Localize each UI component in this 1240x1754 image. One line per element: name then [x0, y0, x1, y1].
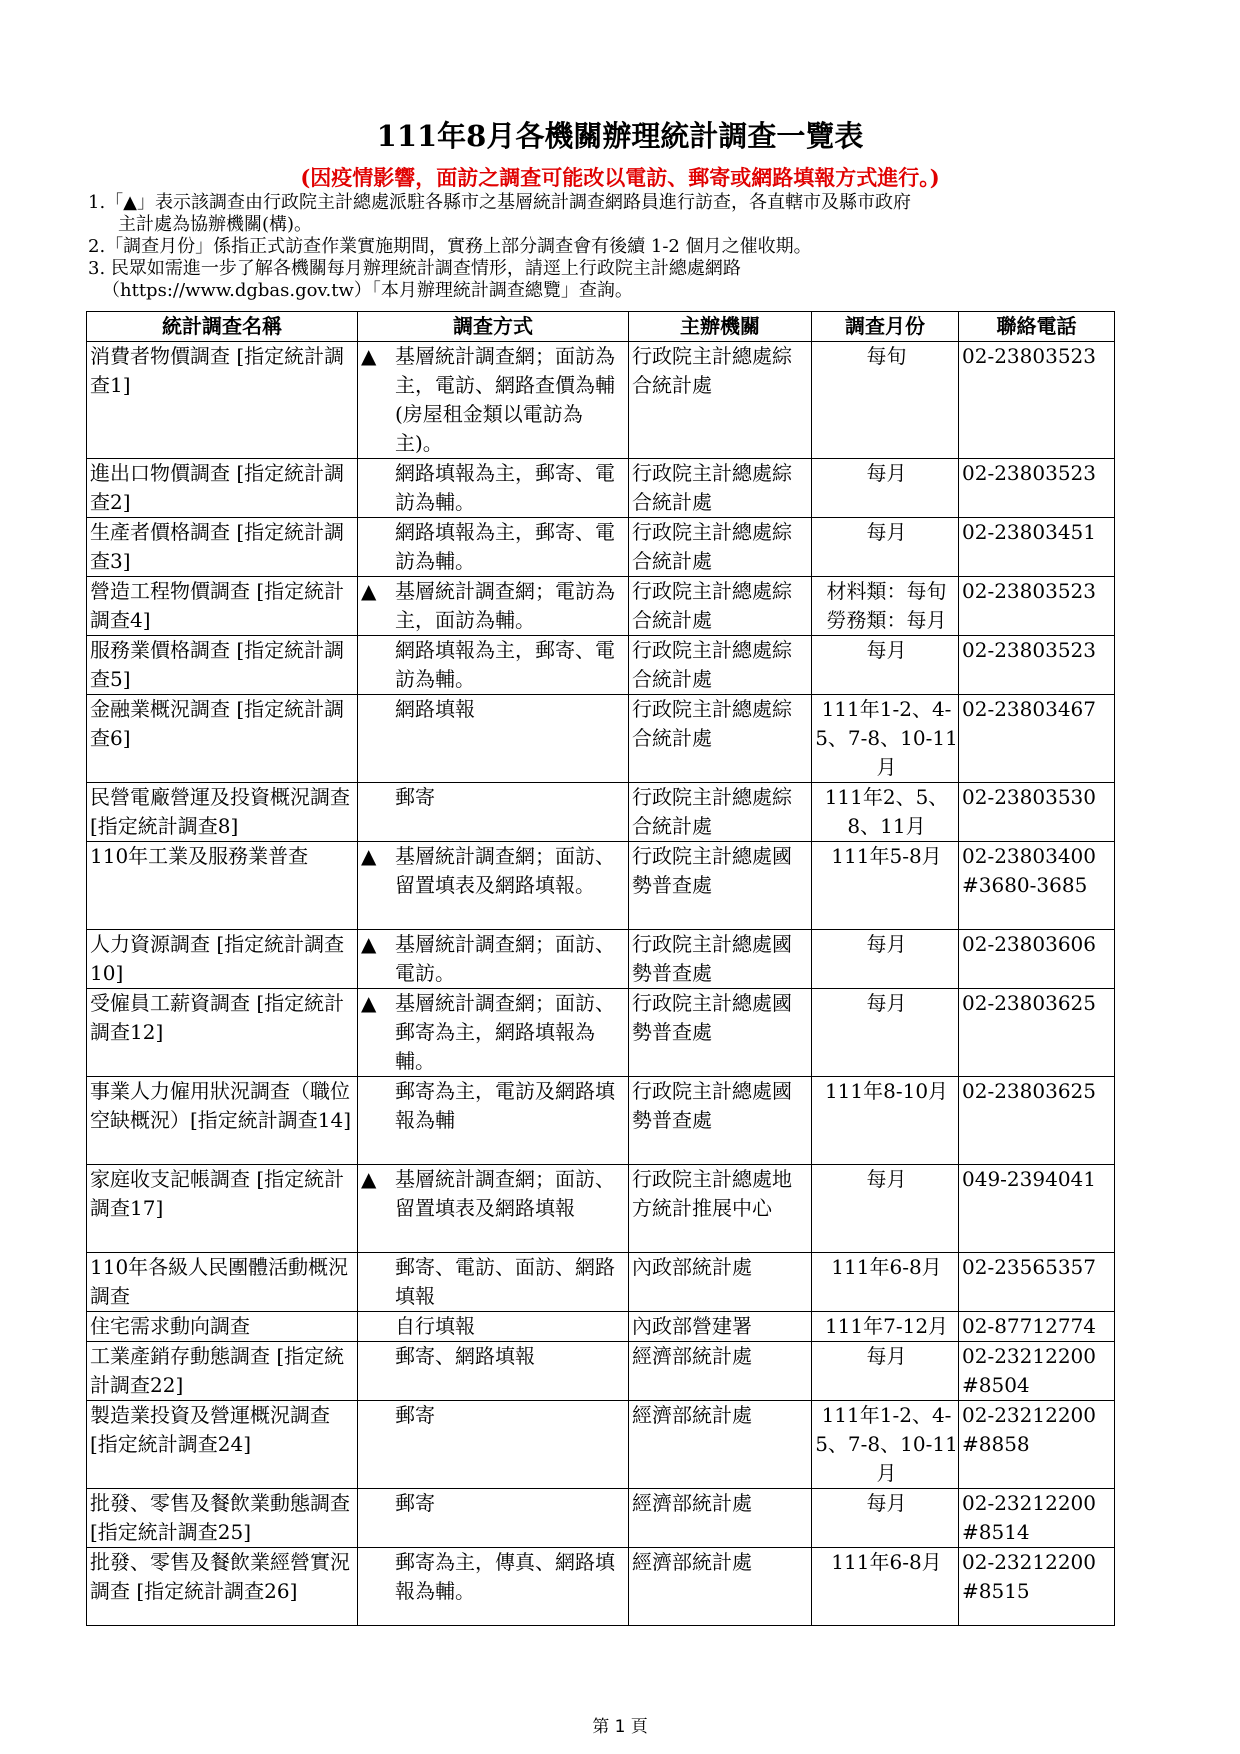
survey-agency-cell: 經濟部統計處: [629, 1401, 812, 1489]
survey-phone-cell: 049-2394041: [959, 1165, 1115, 1253]
survey-agency-cell: 行政院主計總處綜合統計處: [629, 342, 812, 459]
survey-phone-cell: 02-23803625: [959, 989, 1115, 1077]
survey-month-text: 111年1-2、4-5、7-8、10-11月: [815, 1403, 958, 1485]
triangle-marker-icon: ▲: [361, 932, 377, 956]
survey-method-cell: [358, 1312, 629, 1342]
survey-name-cell: 110年工業及服務業普查: [87, 842, 358, 930]
survey-method-cell: [358, 1548, 629, 1626]
table-row: [87, 1401, 1115, 1489]
table-row: [87, 930, 1115, 989]
table-row: [87, 1253, 1115, 1312]
survey-month-text-2: 勞務類：每月: [826, 608, 947, 632]
survey-month-text: 每月: [866, 520, 907, 544]
survey-name-cell: 批發、零售及餐飲業動態調查 [指定統計調查25]: [87, 1489, 358, 1548]
survey-month-text: 每月: [866, 1344, 907, 1368]
survey-method-text: 網路填報: [395, 697, 475, 721]
survey-method-text: 基層統計調查網；面訪、留置填表及網路填報: [395, 1167, 615, 1220]
survey-month-text: 111年6-8月: [831, 1550, 942, 1574]
survey-month-text: 每月: [866, 461, 907, 485]
survey-method-cell: [358, 1165, 629, 1253]
survey-method-text: 郵寄、電訪、面訪、網路填報: [395, 1255, 615, 1308]
survey-method-text: 基層統計調查網；面訪、電訪。: [395, 932, 615, 985]
survey-month-cell: [812, 1342, 959, 1401]
table-row: [87, 989, 1115, 1077]
survey-agency-cell: 經濟部統計處: [629, 1548, 812, 1626]
survey-agency-cell: 經濟部統計處: [629, 1342, 812, 1401]
triangle-marker-icon: [361, 1489, 391, 1518]
survey-method-cell: [358, 989, 629, 1077]
survey-month-cell: [812, 636, 959, 695]
survey-name-cell: 人力資源調查 [指定統計調查10]: [87, 930, 358, 989]
table-row: [87, 636, 1115, 695]
table-row: [87, 1312, 1115, 1342]
survey-method-text: 郵寄為主，電訪及網路填報為輔: [395, 1079, 615, 1132]
survey-month-cell: [812, 1489, 959, 1548]
table-row: [87, 842, 1115, 930]
survey-method-text: 基層統計調查網；電訪為主，面訪為輔。: [395, 579, 615, 632]
survey-month-text: 111年8-10月: [824, 1079, 949, 1103]
survey-method-cell: [358, 1401, 629, 1489]
survey-name-cell: 進出口物價調查 [指定統計調查2]: [87, 459, 358, 518]
survey-phone-cell: 02-23212200 #8858: [959, 1401, 1115, 1489]
table-row: [87, 1077, 1115, 1165]
survey-month-cell: [812, 1077, 959, 1165]
survey-name-cell: 生產者價格調查 [指定統計調查3]: [87, 518, 358, 577]
survey-month-cell: [812, 1165, 959, 1253]
survey-phone-cell: 02-87712774: [959, 1312, 1115, 1342]
col-header-method: 調查方式: [358, 312, 629, 342]
survey-method-cell: [358, 842, 629, 930]
survey-phone-cell: 02-23803523: [959, 459, 1115, 518]
survey-name-cell: 受僱員工薪資調查 [指定統計調查12]: [87, 989, 358, 1077]
survey-agency-cell: 內政部營建署: [629, 1312, 812, 1342]
survey-phone-cell: 02-23803523: [959, 342, 1115, 459]
survey-month-text: 每旬: [866, 344, 907, 368]
survey-method-cell: [358, 930, 629, 989]
table-row: [87, 1548, 1115, 1626]
survey-phone-cell: 02-23803400 #3680-3685: [959, 842, 1115, 930]
survey-method-text: 網路填報為主，郵寄、電訪為輔。: [395, 461, 615, 514]
survey-agency-cell: 行政院主計總處國勢普查處: [629, 989, 812, 1077]
survey-method-cell: [358, 636, 629, 695]
survey-name-cell: 消費者物價調查 [指定統計調查1]: [87, 342, 358, 459]
survey-method-text: 網路填報為主，郵寄、電訪為輔。: [395, 638, 615, 691]
survey-month-cell: [812, 459, 959, 518]
survey-name-cell: 住宅需求動向調查: [87, 1312, 358, 1342]
survey-month-text: 111年5-8月: [831, 844, 942, 868]
note-3-cont: （https://www.dgbas.gov.tw）「本月辦理統計調查總覽」查詢。: [102, 280, 633, 301]
triangle-marker-icon: [361, 636, 391, 694]
survey-method-text: 基層統計調查網；面訪、留置填表及網路填報。: [395, 844, 615, 897]
survey-month-text: 每月: [866, 1167, 907, 1191]
survey-method-cell: [358, 695, 629, 783]
survey-agency-cell: 行政院主計總處綜合統計處: [629, 636, 812, 695]
table-header-row: [87, 312, 1115, 342]
survey-phone-cell: 02-23803451: [959, 518, 1115, 577]
survey-name-cell: 營造工程物價調查 [指定統計調查4]: [87, 577, 358, 636]
survey-agency-cell: 行政院主計總處綜合統計處: [629, 695, 812, 783]
triangle-marker-icon: ▲: [361, 1167, 377, 1191]
triangle-marker-icon: [361, 459, 391, 517]
survey-agency-cell: 經濟部統計處: [629, 1489, 812, 1548]
survey-month-text: 每月: [866, 991, 907, 1015]
triangle-marker-icon: [361, 783, 391, 812]
survey-month-text: 每月: [866, 1491, 907, 1515]
survey-month-cell: [812, 518, 959, 577]
col-header-month: 調查月份: [812, 312, 959, 342]
col-header-agency: 主辦機關: [629, 312, 812, 342]
survey-agency-cell: 行政院主計總處地方統計推展中心: [629, 1165, 812, 1253]
table-row: [87, 1165, 1115, 1253]
survey-method-cell: [358, 342, 629, 459]
triangle-marker-icon: ▲: [361, 844, 377, 868]
survey-month-text: 111年1-2、4-5、7-8、10-11月: [815, 697, 958, 779]
survey-method-text: 網路填報為主，郵寄、電訪為輔。: [395, 520, 615, 573]
triangle-marker-icon: [361, 1548, 391, 1606]
survey-method-text: 基層統計調查網；面訪為主，電訪、網路查價為輔(房屋租金類以電訪為主)。: [395, 344, 615, 455]
survey-month-cell: [812, 577, 959, 636]
survey-agency-cell: 行政院主計總處國勢普查處: [629, 930, 812, 989]
survey-month-text: 111年7-12月: [824, 1314, 949, 1338]
survey-agency-cell: 行政院主計總處綜合統計處: [629, 518, 812, 577]
survey-agency-cell: 內政部統計處: [629, 1253, 812, 1312]
survey-name-cell: 服務業價格調查 [指定統計調查5]: [87, 636, 358, 695]
survey-method-cell: [358, 518, 629, 577]
survey-month-cell: [812, 342, 959, 459]
triangle-marker-icon: ▲: [361, 991, 377, 1015]
page-subtitle: (因疫情影響，面訪之調查可能改以電訪、郵寄或網路填報方式進行。): [300, 165, 940, 190]
survey-month-cell: [812, 1548, 959, 1626]
survey-phone-cell: 02-23803523: [959, 636, 1115, 695]
survey-method-cell: [358, 1342, 629, 1401]
col-header-name: 統計調查名稱: [87, 312, 358, 342]
survey-name-cell: 金融業概況調查 [指定統計調查6]: [87, 695, 358, 783]
survey-agency-cell: 行政院主計總處綜合統計處: [629, 459, 812, 518]
survey-month-cell: [812, 1401, 959, 1489]
survey-name-cell: 工業產銷存動態調查 [指定統計調查22]: [87, 1342, 358, 1401]
survey-method-text: 基層統計調查網；面訪、郵寄為主，網路填報為輔。: [395, 991, 615, 1073]
survey-phone-cell: 02-23565357: [959, 1253, 1115, 1312]
survey-method-text: 郵寄、網路填報: [395, 1344, 535, 1368]
survey-name-cell: 批發、零售及餐飲業經營實況調查 [指定統計調查26]: [87, 1548, 358, 1626]
survey-month-cell: [812, 1312, 959, 1342]
note-3: 3. 民眾如需進一步了解各機關每月辦理統計調查情形，請逕上行政院主計總處網路: [88, 258, 741, 279]
survey-phone-cell: 02-23212200 #8515: [959, 1548, 1115, 1626]
survey-month-text: 材料類：每旬: [826, 579, 947, 603]
survey-month-cell: [812, 783, 959, 842]
survey-month-cell: [812, 989, 959, 1077]
notes: [88, 192, 1168, 302]
survey-phone-cell: 02-23803625: [959, 1077, 1115, 1165]
table-row: [87, 459, 1115, 518]
survey-name-cell: 製造業投資及營運概況調查 [指定統計調查24]: [87, 1401, 358, 1489]
triangle-marker-icon: [361, 1077, 391, 1135]
survey-method-text: 郵寄為主，傳真、網路填報為輔。: [395, 1550, 615, 1603]
col-header-phone: 聯絡電話: [959, 312, 1115, 342]
survey-phone-cell: 02-23212200 #8504: [959, 1342, 1115, 1401]
survey-month-cell: [812, 842, 959, 930]
survey-method-cell: [358, 1489, 629, 1548]
table-row: [87, 1489, 1115, 1548]
survey-name-cell: 110年各級人民團體活動概況調查: [87, 1253, 358, 1312]
survey-agency-cell: 行政院主計總處國勢普查處: [629, 842, 812, 930]
page-number: 第 1 頁: [592, 1717, 648, 1737]
survey-name-cell: 民營電廠營運及投資概況調查 [指定統計調查8]: [87, 783, 358, 842]
survey-method-text: 郵寄: [395, 785, 435, 809]
survey-phone-cell: 02-23803467: [959, 695, 1115, 783]
survey-method-text: 自行填報: [395, 1314, 475, 1338]
triangle-marker-icon: [361, 1312, 391, 1341]
table-row: [87, 783, 1115, 842]
survey-month-text: 111年2、5、8、11月: [824, 785, 949, 838]
survey-month-cell: [812, 695, 959, 783]
survey-month-cell: [812, 930, 959, 989]
survey-phone-cell: 02-23803523: [959, 577, 1115, 636]
survey-method-text: 郵寄: [395, 1491, 435, 1515]
triangle-marker-icon: [361, 1253, 391, 1311]
note-2: 2.「調查月份」係指正式訪查作業實施期間，實務上部分調查會有後續 1-2 個月之催收期。: [88, 236, 812, 257]
survey-agency-cell: 行政院主計總處綜合統計處: [629, 577, 812, 636]
triangle-marker-icon: [361, 1342, 391, 1371]
triangle-marker-icon: [361, 695, 391, 724]
table-row: [87, 577, 1115, 636]
survey-agency-cell: 行政院主計總處綜合統計處: [629, 783, 812, 842]
survey-month-text: 每月: [866, 638, 907, 662]
survey-method-cell: [358, 783, 629, 842]
table-row: [87, 695, 1115, 783]
survey-method-cell: [358, 1077, 629, 1165]
page-title: 111年8月各機關辦理統計調查一覽表: [376, 119, 864, 153]
table-row: [87, 1342, 1115, 1401]
survey-phone-cell: 02-23803530: [959, 783, 1115, 842]
survey-month-text: 每月: [866, 932, 907, 956]
table-row: [87, 342, 1115, 459]
survey-month-text: 111年6-8月: [831, 1255, 942, 1279]
survey-name-cell: 家庭收支記帳調查 [指定統計調查17]: [87, 1165, 358, 1253]
note-1-cont: 主計處為協辦機關(構)。: [118, 214, 313, 235]
survey-phone-cell: 02-23212200 #8514: [959, 1489, 1115, 1548]
triangle-marker-icon: [361, 518, 391, 576]
table-row: [87, 518, 1115, 577]
note-1: 1.「▲」表示該調查由行政院主計總處派駐各縣市之基層統計調查網路員進行訪查，各直轄市及縣市政府: [88, 192, 912, 213]
survey-table: [86, 311, 1115, 1626]
survey-phone-cell: 02-23803606: [959, 930, 1115, 989]
triangle-marker-icon: ▲: [361, 579, 377, 603]
survey-name-cell: 事業人力僱用狀況調查（職位空缺概況）[指定統計調查14]: [87, 1077, 358, 1165]
survey-method-text: 郵寄: [395, 1403, 435, 1427]
survey-month-cell: [812, 1253, 959, 1312]
survey-method-cell: [358, 459, 629, 518]
survey-agency-cell: 行政院主計總處國勢普查處: [629, 1077, 812, 1165]
survey-method-cell: [358, 1253, 629, 1312]
survey-method-cell: [358, 577, 629, 636]
triangle-marker-icon: ▲: [361, 344, 377, 368]
triangle-marker-icon: [361, 1401, 391, 1430]
